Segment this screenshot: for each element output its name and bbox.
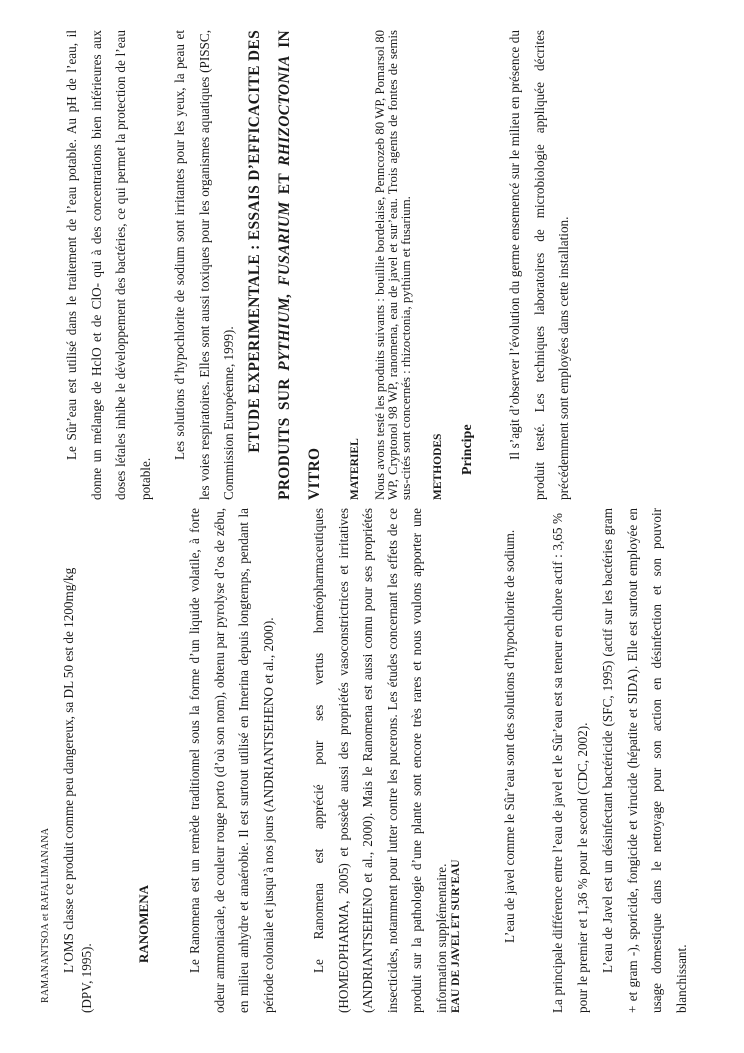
sureau-paragraph: Le Sûr’eau est utilisé dans le traitement de l’eau potable. Au pH de l’eau, il donne un mélange de HclO et de ClO- qui à des concentrations bien inférieures aux doses létales inhibe le développement des bactéries, ce qui permet la protection de l’eau potable. (64, 30, 153, 500)
intro-paragraph: L’OMS classe ce produit comme peu dangereux, sa DL 50 est de 1200mg/kg (DPV, 1995). (61, 567, 94, 1013)
left-column (0, 508, 744, 1013)
etude-heading: ETUDE EXPERIMENTALE : ESSAIS D’EFFICACITE DES PRODUITS SUR PYTHIUM, FUSARIUM ET RHIZOCTONIA IN VITRO (246, 30, 323, 500)
hypochlorite-paragraph: Les solutions d’hypochlorite de sodium sont irritantes pour les yeux, la peau et les voies respiratoires. Elles sont aussi toxiques pour les organismes aquatiques (PISSC, Commission Européenne, 1999). (172, 30, 236, 500)
ranomena-paragraph-1: Le Ranomena est un remède traditionnel sous la forme d’un liquide volatile, à forte odeur ammoniacale, de couleur rouge porto (d’où son nom), obtenu par pyrolyse d’os de zébu, en milieu anhydre et anaérobie. Il est surtout utilisé en Imerina depuis longtemps, pendant la période coloniale et jusqu’à nos jours (ANDRIANTSEHENO et al., 2000). (187, 508, 276, 1013)
javel-paragraph-2: La principale différence entre l’eau de javel et le Sûr’eau est sa teneur en chlore actif : 3,65 % pour le premier et 1,36 % pour le second (CDC, 2002). (550, 513, 590, 1013)
materiel-heading: MATERIEL (349, 438, 361, 500)
principe-paragraph: Il s’agit d’observer l’évolution du germe ensemencé sur le milieu en présence du produit testé. Les techniques laboratoires de microbiologie appliquée décrites précédemment sont employées dans cette installation. (507, 30, 571, 500)
methodes-heading: METHODES (432, 433, 444, 500)
principe-heading: Principe (460, 424, 475, 475)
javel-paragraph-1: L’eau de javel comme le Sûr’eau sont des solutions d’hypochlorite de sodium. (502, 529, 517, 943)
ranomena-paragraph-2: Le Ranomena est apprécié pour ses vertus homéopharmaceutiques (HOMEOPHARMA, 2005) et possède aussi des propriétés vasoconstrictrices et irritatives (ANDRIANTSEHENO et al., 2000). Mais le Ranomena est aussi connu pour ses propriétés insecticides, notamment pour lutter contre les pucerons. Les études concernant les effets de ce produit sur la pathologie d’une plante sont encore très rares et nous voulons apporter une information supplémentaire. (311, 508, 449, 1013)
right-column (0, 30, 744, 500)
running-header: RAMANANTSOA et RAFALIMANANA (40, 827, 51, 1003)
javel-heading: EAU DE JAVEL ET SUR’EAU (450, 859, 462, 1013)
javel-paragraph-3: L’eau de Javel est un désinfectant bactéricide (SFC, 1995) (actif sur les bactéries gram + et gram -), sporicide, fongicide et virucide (hépatite et SIDA). Elle est surtout employée en usage domestique dans le nettoyage pour son action en désinfection et son pouvoir blanchissant. (600, 508, 689, 1013)
materiel-paragraph: Nous avons testé les produits suivants : bouillie bordelaise, Penncozeb 80 WP, Pomarsol 80 WP, Cryptonol 98 WP, ranomena, eau de javel et sur’eau. Trois agents de fontes de semis sus-cités sont concernés : rhizoctonia, pythium et fusarium. (373, 30, 413, 500)
ranomena-heading: RANOMENA (136, 885, 151, 963)
